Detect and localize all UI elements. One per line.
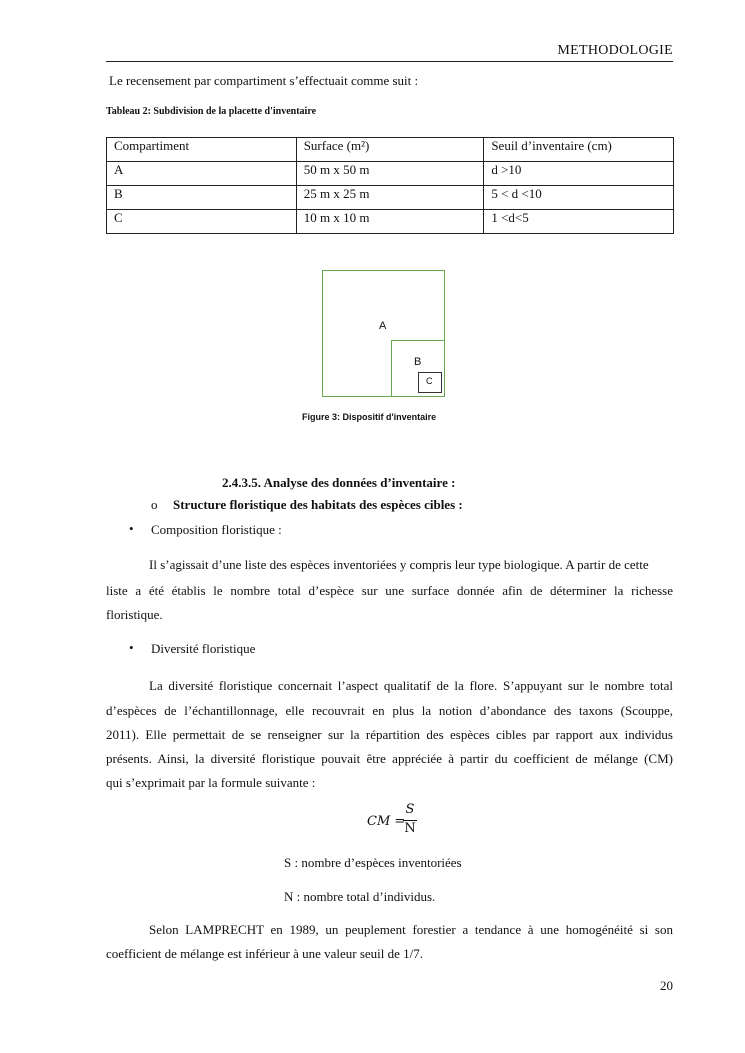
table-cell: 50 m x 50 m [296, 162, 484, 186]
subheading: Structure floristique des habitats des espèces cibles : [173, 497, 463, 512]
table-cell: d >10 [484, 162, 674, 186]
formula-lhs: CM = [367, 814, 406, 829]
table-header-cell: Surface (m²) [296, 138, 484, 162]
paragraph-line: qui s’exprimait par la formule suivante : [106, 775, 316, 790]
table-cell: 25 m x 25 m [296, 186, 484, 210]
paragraph-line: présents. Ainsi, la diversité floristique pouvait être appréciée à partir du coefficient de mélange (CM) [106, 751, 673, 766]
paragraph-line: Il s’agissait d’une liste des espèces inventoriées y compris leur type biologique. A partir de cette [149, 557, 649, 572]
table-cell: 5 < d <10 [484, 186, 674, 210]
formula-numerator: S [405, 802, 415, 817]
paragraph-line: floristique. [106, 607, 163, 622]
table-cell: A [107, 162, 297, 186]
paragraph-line: 2011). Elle permettait de se renseigner sur la répartition des espèces cibles par rapport aux individus [106, 727, 673, 742]
table-row [107, 210, 674, 234]
running-header: METHODOLOGIE [557, 43, 673, 58]
formula-denominator: N [404, 821, 416, 836]
table-cell: 1 <d<5 [484, 210, 674, 234]
paragraph-line: coefficient de mélange est inférieur à une valeur seuil de 1/7. [106, 946, 424, 961]
page-number: 20 [660, 978, 673, 993]
paragraph-line: Selon LAMPRECHT en 1989, un peuplement forestier a tendance à une homogénéité si son [149, 922, 673, 937]
table-header-cell: Seuil d’inventaire (cm) [484, 138, 674, 162]
table-header-row [107, 138, 674, 162]
table-caption: Tableau 2: Subdivision de la placette d'inventaire [106, 106, 317, 117]
intro-text: Le recensement par compartiment s’effectuait comme suit : [109, 73, 419, 88]
table-cell: C [107, 210, 297, 234]
bullet-dot: • [129, 521, 134, 536]
table-cell: 10 m x 10 m [296, 210, 484, 234]
definition-n: N : nombre total d’individus. [284, 889, 436, 904]
table-row [107, 162, 674, 186]
paragraph-line: La diversité floristique concernait l’aspect qualitatif de la flore. S’appuyant sur le nombre total [149, 678, 673, 693]
bullet-composition: Composition floristique : [151, 522, 282, 537]
figure-label-a: A [379, 320, 387, 332]
figure-label-b: B [414, 356, 422, 368]
bullet-diversity: Diversité floristique [151, 641, 256, 656]
subheading-marker: o [151, 497, 158, 512]
paragraph-line: d’espèces de l’échantillonnage, elle recouvrait en plus la notion d’abondance des taxons (Scouppe, [106, 703, 673, 718]
paragraph-line: liste a été établis le nombre total d’espèce sur une surface donnée afin de déterminer la richesse [106, 583, 673, 598]
section-heading: 2.4.3.5. Analyse des données d’inventaire : [222, 475, 456, 490]
table-row [107, 186, 674, 210]
table-header-cell: Compartiment [107, 138, 297, 162]
bullet-dot: • [129, 640, 134, 655]
definition-s: S : nombre d’espèces inventoriées [284, 855, 462, 870]
table-cell: B [107, 186, 297, 210]
figure-label-c: C [426, 376, 433, 386]
header-rule [106, 61, 673, 62]
figure-caption: Figure 3: Dispositif d'inventaire [302, 412, 437, 422]
inventory-table [106, 137, 674, 234]
